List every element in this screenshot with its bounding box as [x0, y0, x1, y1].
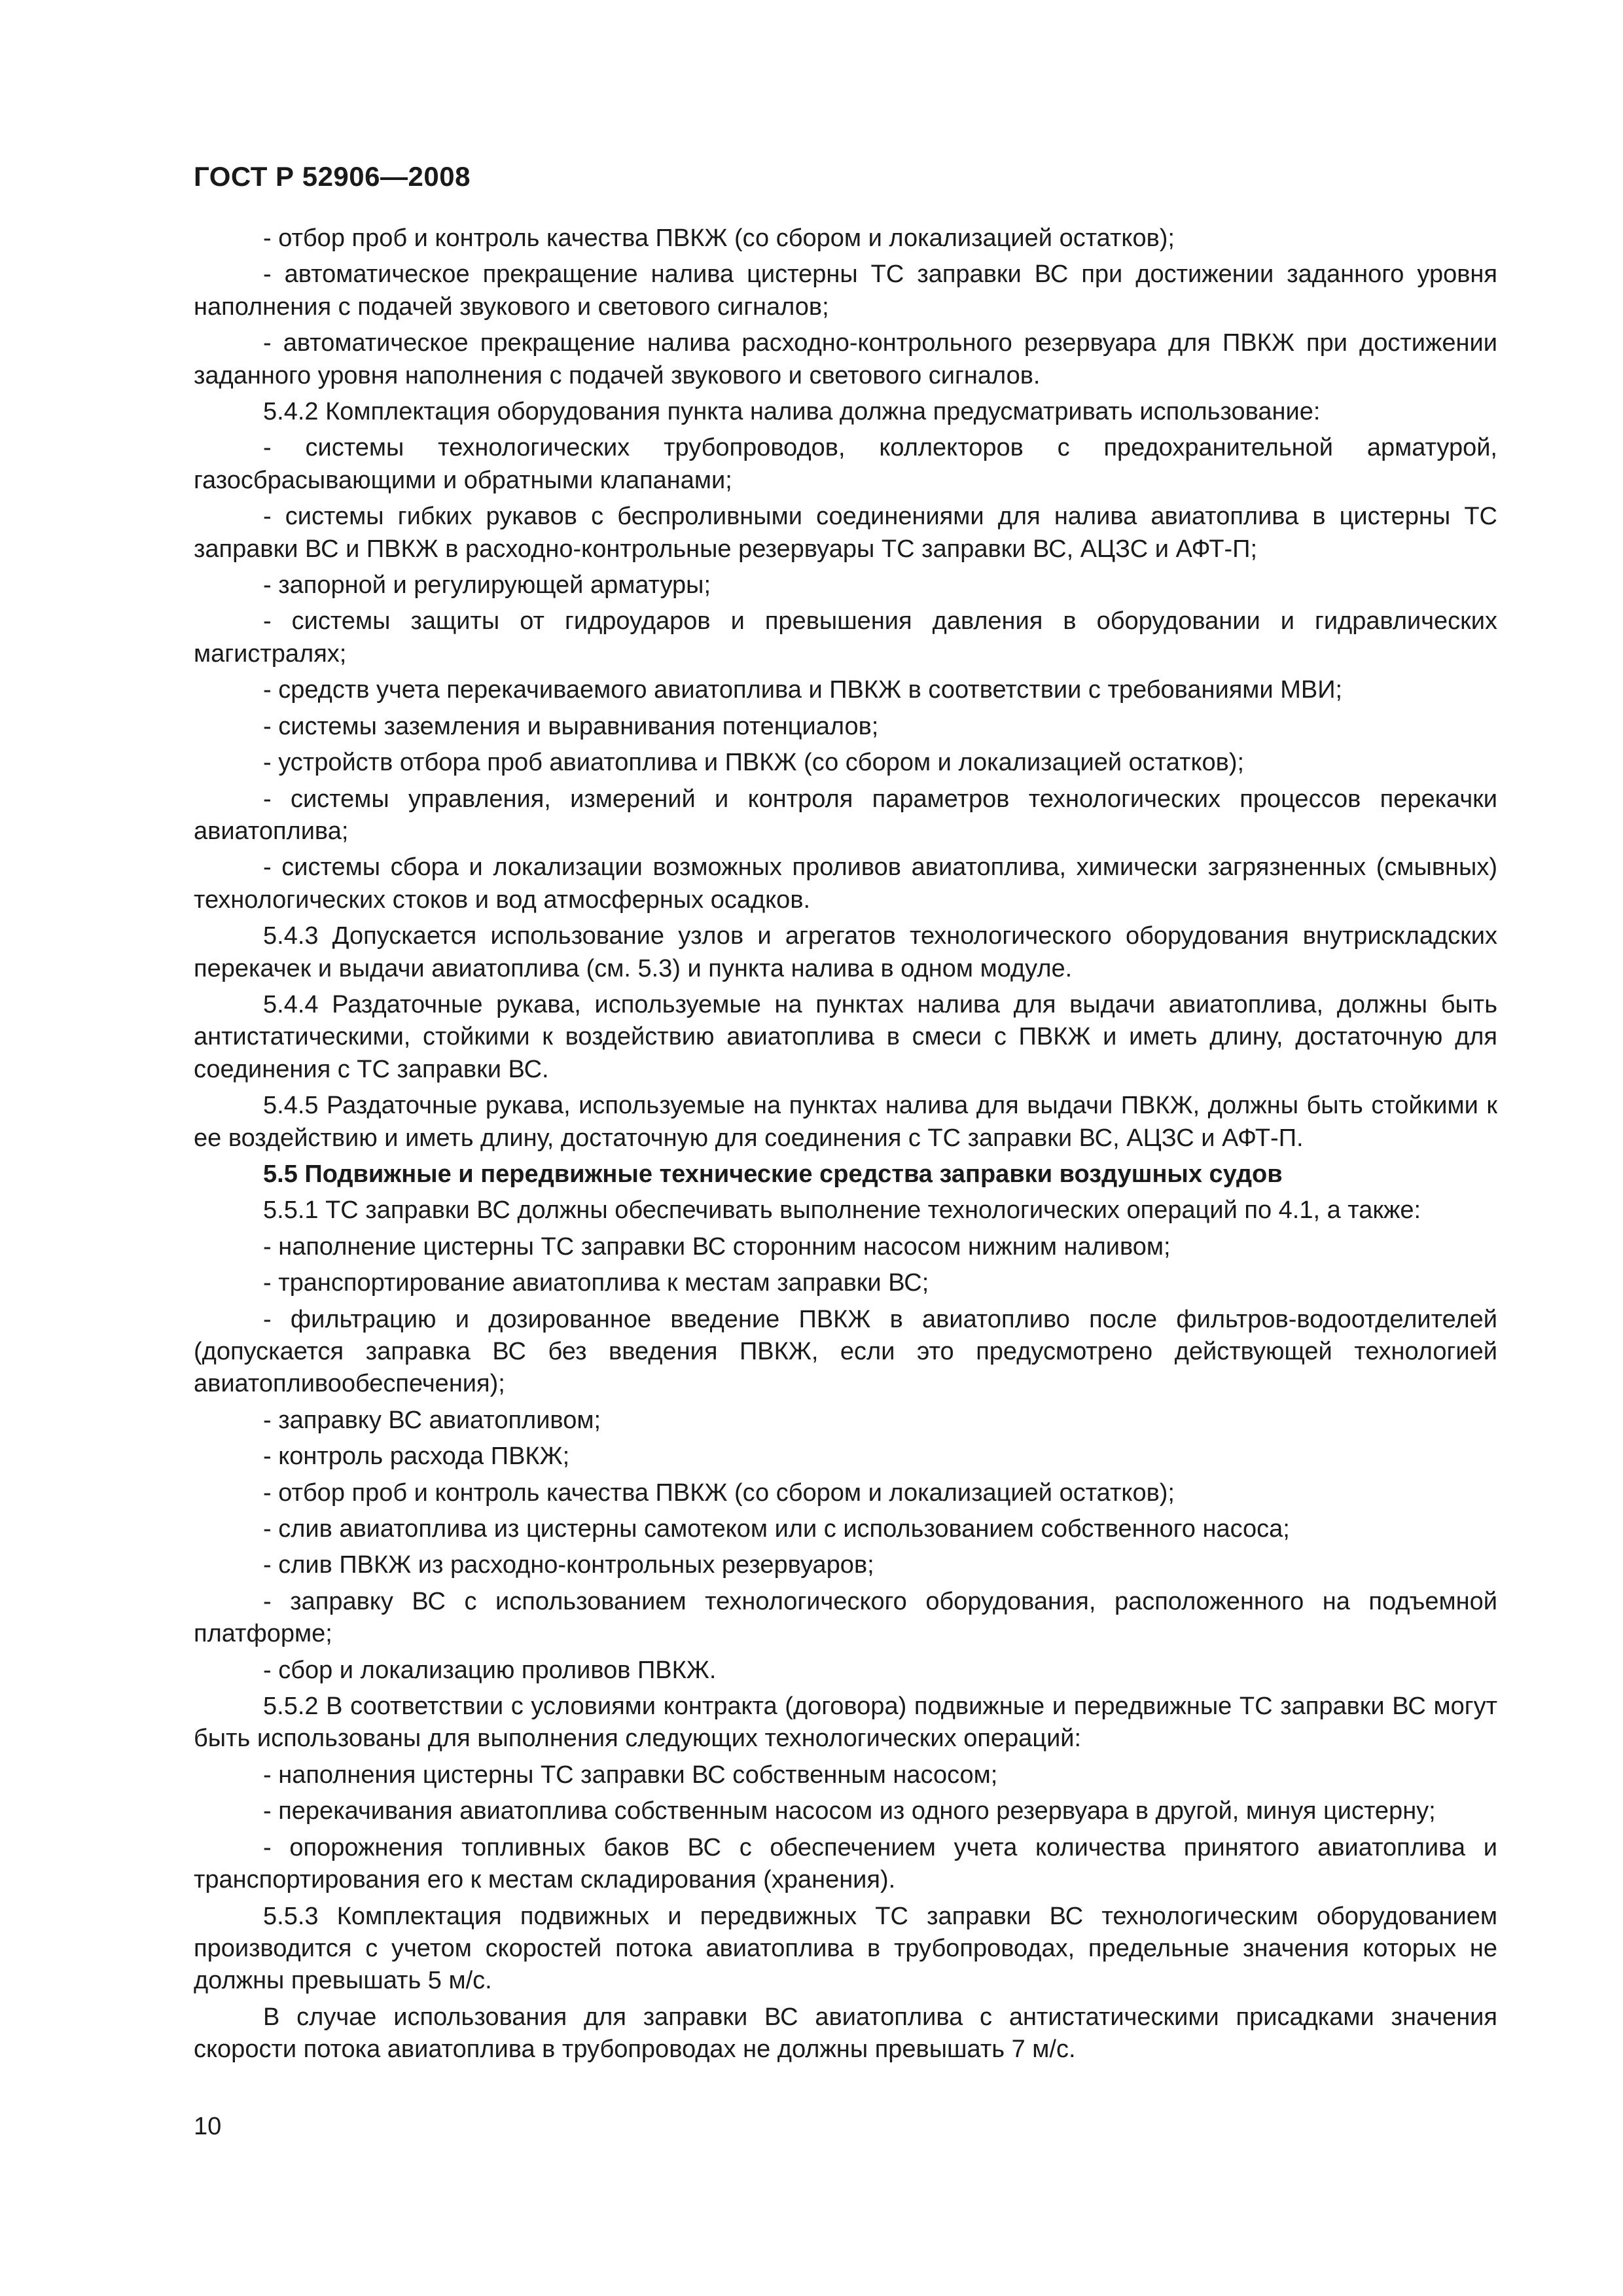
list-item: - перекачивания авиатоплива собственным насосом из одного резервуара в другой, минуя цистерну; [263, 1797, 1436, 1825]
page-number: 10 [194, 2113, 222, 2140]
list-item: - запорной и регулирующей арматуры; [263, 571, 711, 600]
section-heading-5-5: 5.5 Подвижные и передвижные технические средства заправки воздушных судов [263, 1160, 1283, 1188]
list-item: - опорожнения топливных баков ВС с обеспечением учета количества принятого авиатоплива и транспортирования его к местам складирования (хранения). [194, 1833, 1497, 1894]
list-item: - заправку ВС с использованием технологического оборудования, расположенного на подъемной платформе; [194, 1587, 1497, 1648]
list-item: - системы сбора и локализации возможных проливов авиатоплива, химически загрязненных (смывных) технологических стоков и вод атмосферных осадков. [194, 853, 1497, 914]
list-item: - системы управления, измерений и контроля параметров технологических процессов перекачки авиатоплива; [194, 785, 1497, 845]
list-item: - системы гибких рукавов с беспроливными соединениями для налива авиатоплива в цистерны ТС заправки ВС и ПВКЖ в расходно-контрольные резервуары ТС заправки ВС, АЦЗС и АФТ-П; [194, 503, 1497, 563]
list-item: - сбор и локализацию проливов ПВКЖ. [263, 1656, 717, 1684]
list-item: - заправку ВС авиатопливом; [263, 1406, 601, 1434]
body-paragraph: В случае использования для заправки ВС авиатоплива с антистатическими присадками значения скорости потока авиатоплива в трубопроводах не должны превышать 7 м/с. [194, 2003, 1497, 2064]
list-item: - средств учета перекачиваемого авиатоплива и ПВКЖ в соответствии с требованиями МВИ; [263, 676, 1343, 704]
clause-5-5-3: 5.5.3 Комплектация подвижных и передвижных ТС заправки ВС технологическим оборудованием производится с учетом скоростей потока авиатоплива в трубопроводах, предельные значения которых не должны превышать 5 м/с. [194, 1902, 1497, 1995]
list-item: - контроль расхода ПВКЖ; [263, 1443, 570, 1471]
clause-5-4-3: 5.4.3 Допускается использование узлов и агрегатов технологического оборудования внутрискладских перекачек и выдачи авиатоплива (см. 5.3) и пункта налива в одном модуле. [194, 922, 1497, 982]
clause-5-4-4: 5.4.4 Раздаточные рукава, используемые на пунктах налива для выдачи авиатоплива, должны быть антистатическими, стойкими к воздействию авиатоплива в смеси с ПВКЖ и иметь длину, достаточную для соединения с ТС заправки ВС. [194, 990, 1497, 1083]
clause-5-5-1: 5.5.1 ТС заправки ВС должны обеспечивать выполнение технологических операций по 4.1, а также: [263, 1196, 1421, 1225]
list-item: - системы технологических трубопроводов, коллекторов с предохранительной арматурой, газосбрасывающими и обратными клапанами; [194, 434, 1497, 494]
list-item: - транспортирование авиатоплива к местам заправки ВС; [263, 1269, 929, 1297]
list-item: - фильтрацию и дозированное введение ПВКЖ в авиатопливо после фильтров-водоотделителей (допускается заправка ВС без введения ПВКЖ, если это предусмотрено действующей технологией авиатопливообеспечения); [194, 1305, 1497, 1398]
list-item: - отбор проб и контроль качества ПВКЖ (со сбором и локализацией остатков); [263, 1479, 1175, 1507]
list-item: - отбор проб и контроль качества ПВКЖ (со сбором и локализацией остатков); [263, 224, 1175, 252]
list-item: - автоматическое прекращение налива цистерны ТС заправки ВС при достижении заданного уровня наполнения с подачей звукового и светового сигналов; [194, 260, 1497, 321]
list-item: - автоматическое прекращение налива расходно-контрольного резервуара для ПВКЖ при достижении заданного уровня наполнения с подачей звукового и светового сигналов. [194, 329, 1497, 389]
list-item: - слив авиатоплива из цистерны самотеком или с использованием собственного насоса; [263, 1515, 1290, 1543]
document-body [194, 223, 1497, 2070]
list-item: - системы заземления и выравнивания потенциалов; [263, 712, 879, 740]
clause-5-4-2: 5.4.2 Комплектация оборудования пункта налива должна предусматривать использование: [263, 398, 1321, 426]
clause-5-5-2: 5.5.2 В соответствии с условиями контракта (договора) подвижные и передвижные ТС заправки ВС могут быть использованы для выполнения следующих технологических операций: [194, 1693, 1497, 1753]
list-item: - наполнения цистерны ТС заправки ВС собственным насосом; [263, 1761, 998, 1789]
list-item: - наполнение цистерны ТС заправки ВС сторонним насосом нижним наливом; [263, 1232, 1171, 1261]
standard-header: ГОСТ Р 52906—2008 [194, 161, 471, 192]
list-item: - системы защиты от гидроударов и превышения давления в оборудовании и гидравлических магистралях; [194, 607, 1497, 668]
list-item: - устройств отбора проб авиатоплива и ПВКЖ (со сбором и локализацией остатков); [263, 749, 1245, 777]
clause-5-4-5: 5.4.5 Раздаточные рукава, используемые на пунктах налива для выдачи ПВКЖ, должны быть стойкими к ее воздействию и иметь длину, достаточную для соединения с ТС заправки ВС, АЦЗС и АФТ-П. [194, 1092, 1497, 1152]
list-item: - слив ПВКЖ из расходно-контрольных резервуаров; [263, 1551, 874, 1579]
